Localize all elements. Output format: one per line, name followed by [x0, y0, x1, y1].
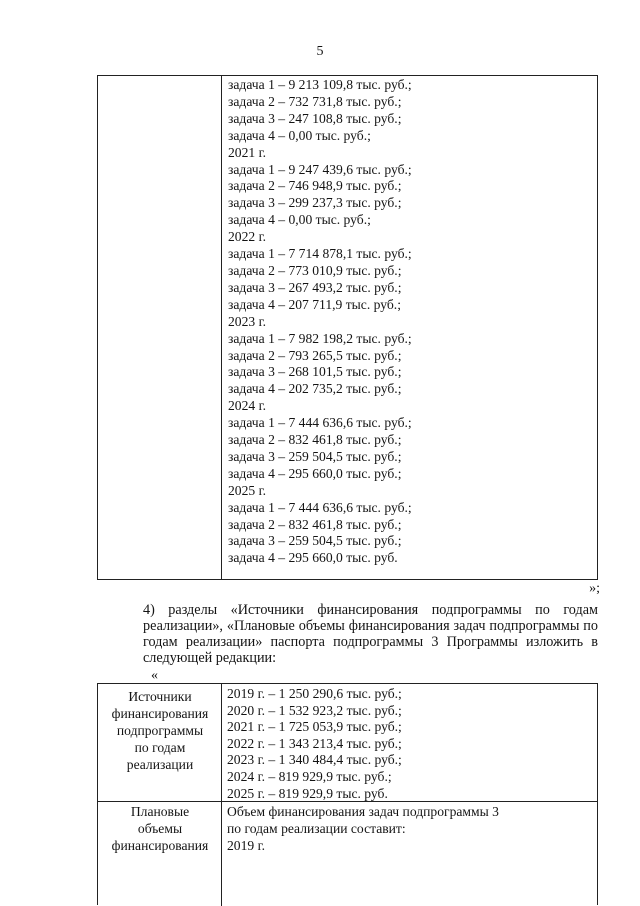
year-heading: 2019 г. [227, 838, 266, 853]
row-values [227, 686, 402, 802]
year-value-line: 2022 г. – 1 343 213,4 тыс. руб.; [227, 735, 402, 751]
row-label-line: подпрограммы [116, 723, 204, 738]
year-heading: 2023 г. [228, 313, 267, 329]
table-line: задача 2 – 746 948,9 тыс. руб.; [228, 178, 402, 194]
table-line: задача 1 – 9 213 109,8 тыс. руб.; [228, 77, 412, 92]
row-label [98, 803, 222, 854]
table-line: задача 4 – 0,00 тыс. руб.; [228, 127, 371, 143]
continuation-table [97, 75, 598, 580]
passport-table [97, 683, 598, 905]
row-label-line: объемы [137, 821, 183, 836]
amendment-paragraph [97, 602, 598, 666]
table-left-cell [98, 76, 222, 579]
row-label-line: финансирования [111, 838, 209, 853]
table-line: задача 3 – 268 101,5 тыс. руб.; [228, 364, 402, 380]
table-line: задача 3 – 247 108,8 тыс. руб.; [228, 110, 402, 126]
table-line: задача 1 – 7 444 636,6 тыс. руб.; [228, 415, 412, 431]
table-line: задача 4 – 207 711,9 тыс. руб.; [228, 296, 401, 312]
page-number: 5 [316, 44, 324, 59]
year-heading: 2024 г. [228, 398, 267, 414]
paragraph-text: 4) разделы «Источники финансирования подпрограммы по годам реализации», «Плановые объемы финансирования задач подпрограммы по годам реализации» паспорта подпрограммы 3 Программы изложить в следующей редакции: [143, 602, 598, 666]
table-line: задача 2 – 732 731,8 тыс. руб.; [228, 93, 402, 109]
row-label-line: по годам [134, 740, 186, 755]
year-value-line: 2023 г. – 1 340 484,4 тыс. руб.; [227, 752, 402, 768]
table-line: задача 1 – 7 982 198,2 тыс. руб.; [228, 330, 412, 346]
table-right-cell [228, 77, 593, 567]
opening-quote: « [151, 668, 158, 683]
year-heading: 2021 г. [228, 144, 267, 160]
row-label [98, 688, 222, 773]
table-line: задача 3 – 267 493,2 тыс. руб.; [228, 279, 402, 295]
row-value-line: Объем финансирования задач подпрограммы 3 [227, 804, 499, 819]
table-line: задача 2 – 832 461,8 тыс. руб.; [228, 432, 402, 448]
table-line: задача 2 – 793 265,5 тыс. руб.; [228, 347, 402, 363]
table-row [98, 684, 597, 802]
row-value-line: по годам реализации составит: [227, 821, 406, 836]
year-value-line: 2019 г. – 1 250 290,6 тыс. руб.; [227, 686, 402, 701]
table-row [98, 802, 597, 906]
table-line: задача 4 – 295 660,0 тыс. руб. [228, 550, 398, 566]
table-line: задача 3 – 299 237,3 тыс. руб.; [228, 195, 402, 211]
table-line: задача 4 – 202 735,2 тыс. руб.; [228, 381, 402, 397]
table-line: задача 3 – 259 504,5 тыс. руб.; [228, 533, 402, 549]
row-values [227, 803, 499, 854]
table-line: задача 2 – 832 461,8 тыс. руб.; [228, 516, 402, 532]
year-value-line: 2020 г. – 1 532 923,2 тыс. руб.; [227, 702, 402, 718]
row-label-line: реализации [126, 757, 194, 772]
row-label-line: Источники [128, 689, 192, 704]
row-label-line: Плановые [130, 804, 190, 819]
table-line: задача 1 – 9 247 439,6 тыс. руб.; [228, 161, 412, 177]
table-line: задача 1 – 7 714 878,1 тыс. руб.; [228, 246, 412, 262]
year-heading: 2022 г. [228, 229, 267, 245]
table-line: задача 3 – 259 504,5 тыс. руб.; [228, 448, 402, 464]
year-value-line: 2024 г. – 819 929,9 тыс. руб.; [227, 768, 392, 784]
year-value-line: 2025 г. – 819 929,9 тыс. руб. [227, 785, 388, 801]
table-line: задача 2 – 773 010,9 тыс. руб.; [228, 262, 402, 278]
table-line: задача 4 – 295 660,0 тыс. руб.; [228, 465, 402, 481]
year-value-line: 2021 г. – 1 725 053,9 тыс. руб.; [227, 719, 402, 735]
table-line: задача 4 – 0,00 тыс. руб.; [228, 212, 371, 228]
closing-quote: »; [589, 581, 600, 596]
row-label-line: финансирования [111, 706, 209, 721]
table-line: задача 1 – 7 444 636,6 тыс. руб.; [228, 499, 412, 515]
year-heading: 2025 г. [228, 482, 267, 498]
